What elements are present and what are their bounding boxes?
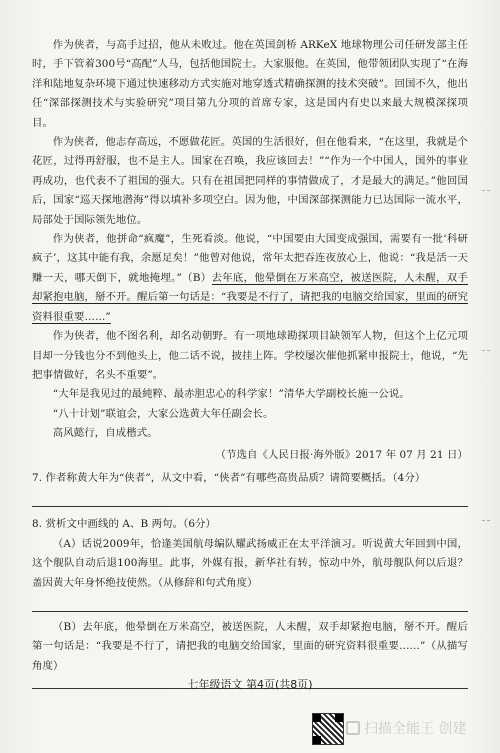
passage-paragraph-7: 高风懿行，自成楷式。 [52,427,158,440]
page-footer: 七年级语文 第4页(共8页) [187,678,313,691]
passage-paragraph-5: “大年是我见过的最純粹、最赤胆忠心的科学家！”清华大学副校长施一公说。 [52,388,410,401]
answer-line-q7[interactable] [32,490,468,507]
underlined-sentence-b: 去年底，他晕倒在万米高空，被送医院，人未醒，双手却紧抱电脑，掰不开。醒后第一句话是：“我要是不行了，请把我的电脑交给国家，里面的研究资料很重要……” [32,271,468,323]
question-8-a-text: 话说2009年，恰逢美国航母编队耀武扬威正在太平洋演习。听说黄大年回到中国，这个舰队自动后退100海里。此事，外媒有报，新华社有转，惊动中外，航母舰队何以后退？盖因黄大年身怀绝技使然。（从修辞和句式角度） [32,537,468,589]
passage-source: （节选自《人民日报·海外版》2017 年 07 月 21 日） [215,448,468,461]
passage-paragraph-4: 作为侠者，他不图名利，却名动朝野。有一项地球勘探项目缺领军人物，但这个上亿元项目却一分钱也分不到他头上，他二话不说，披挂上阵。学校屡次催他抓紧申报院士，他说，“先把事情做好，名头不重要”。 [32,330,468,381]
page-content [32,36,468,689]
scanner-logo-icon [346,721,360,735]
question-8-b [32,618,468,676]
question-8-a-label: （A） [52,537,82,550]
question-7: 7. 作者称黄大年为“侠者”，从文中看，“侠者”有哪些高贵品质？请简要概括。（4分） [32,471,426,484]
qr-code-icon [312,713,344,745]
answer-line-q8a[interactable] [32,595,468,612]
binding-mark [482,190,490,191]
question-8: 8. 赏析文中画线的 A、B 两句。（6分） [32,518,217,531]
scanner-watermark [346,718,466,738]
passage-paragraph-1: 作为侠者，与高手过招，他从未败过。他在英国剑桥 ARKeX 地球物理公司任研发部主任时，手下管着300号“高配”人马，包括他国院士。大家服他。在英国，他带领团队实现了“在海洋和陆地复杂环境下通过快速移动方式实施对地穿透式精确探测的技术突破”。回国不久，他出任“深部探测技术与实验研究”项目第九分项的首席专家，这是国内有史以来最大规模深探项目。 [32,39,468,129]
binding-mark [482,520,490,521]
passage-paragraph-3 [32,230,468,327]
question-8-b-label: （B） [52,620,83,633]
question-8-b-text: 去年底，他晕倒在万米高空，被送医院，人未醒，双手却紧抱电脑，掰不开。醒后第一句话是：“我要是不行了，请把我的电脑交给国家，里面的研究资料很重要……”（从描写角度） [32,620,468,672]
binding-mark [482,350,490,351]
passage-paragraph-6: “八十计划”联谊会，大家公选黄大年任副会长。 [52,407,274,420]
passage-paragraph-2: 作为侠者，他志存高远，不愿做花匠。英国的生活很好，但在他看来，“在这里，我就是个花匠，过得再舒服，也不是主人。国家在召唤，我应该回去！”“作为一个中国人，国外的事业再成功，也代表不了祖国的强大。只有在祖国把同样的事情做成了，才是最大的满足。”他回国后，国家“巡天探地潜海”得以填补多项空白。因为他，中国深部探测能力已达国际一流水平，局部处于国际领先地位。 [32,136,468,226]
passage-paragraph-3-text: 作为侠者，他拼命“疯魔”，生死看淡。他说，“中国要由大国变成强国，需要有一批‘科研疯子’，这其中能有我，余愿足矣！”他曾对他说，常年太把吞连夜放心上，他说：“我是活一天赚一天，哪天倒下，就地掩埋。”（B） [32,233,468,284]
question-8-a [32,535,468,593]
watermark-text: 扫描全能王 创建 [364,721,467,737]
